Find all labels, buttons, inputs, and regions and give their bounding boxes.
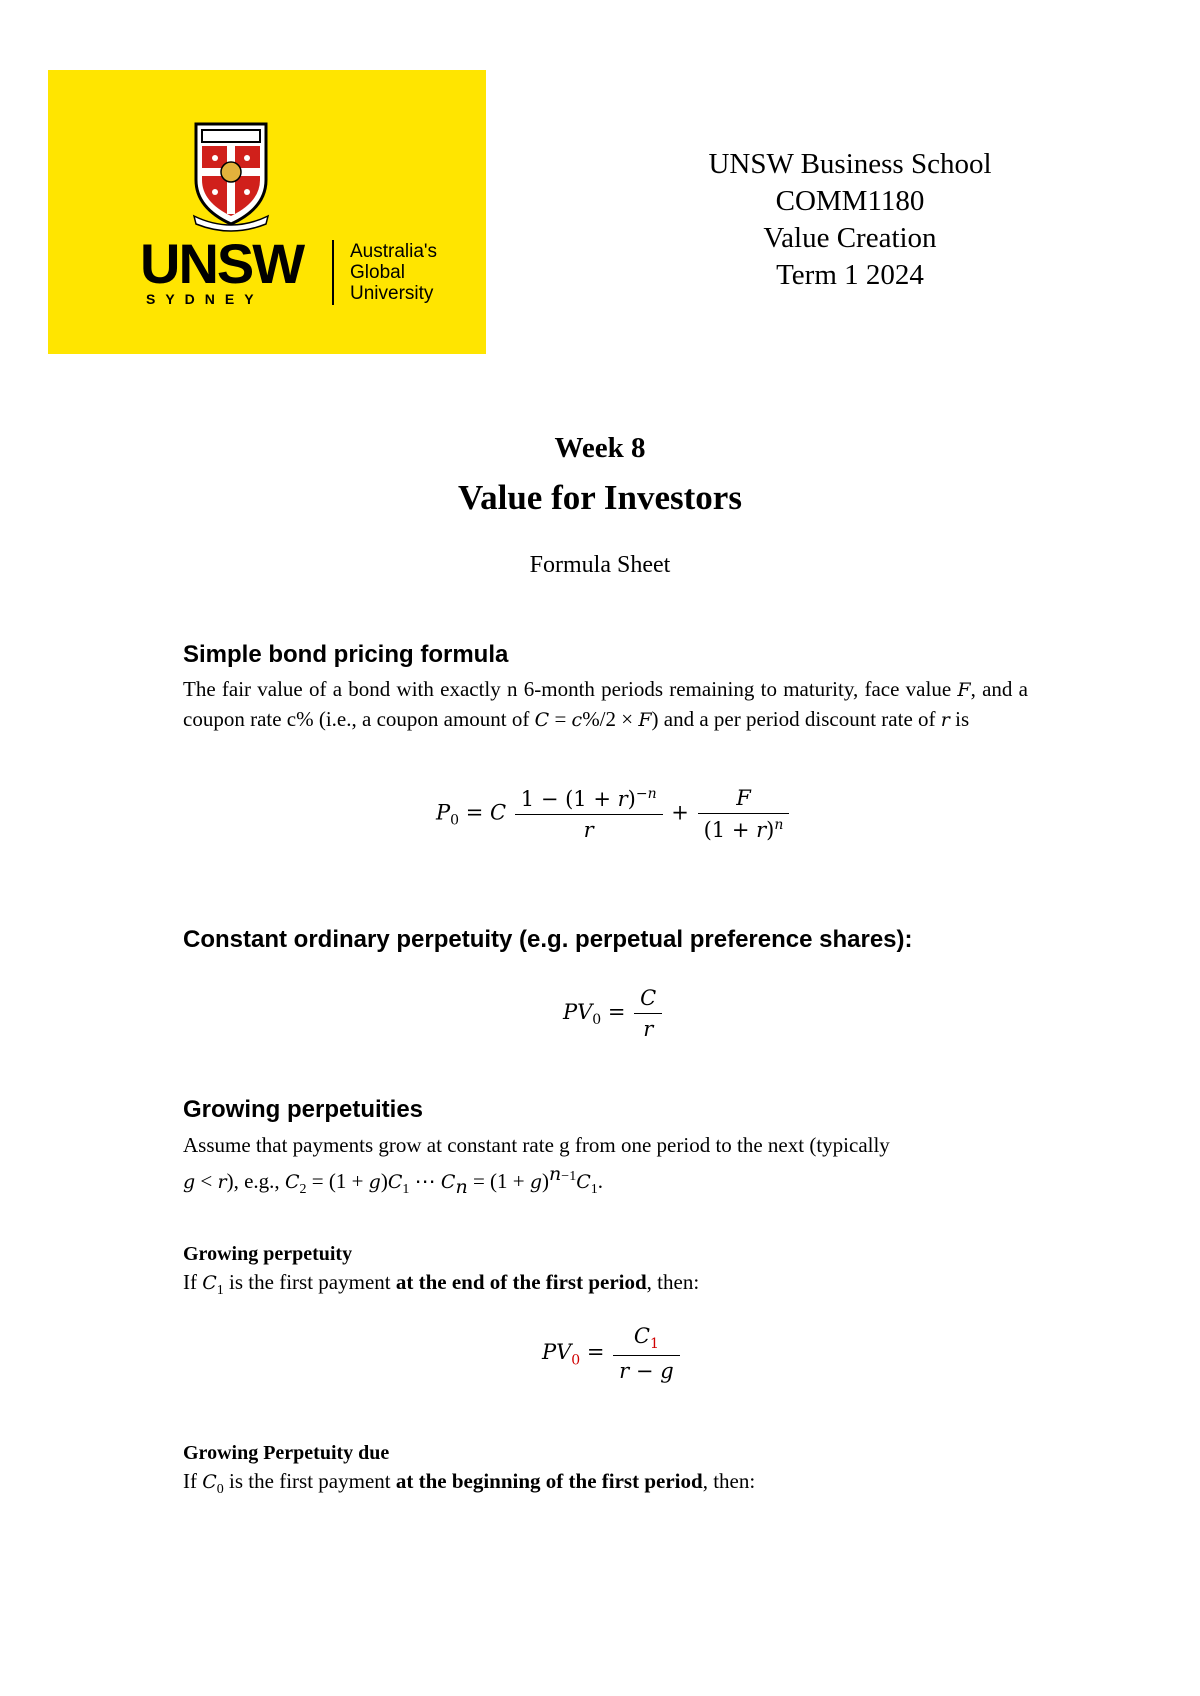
growing-heading: Growing perpetuities (183, 1096, 424, 1123)
tagline-line-2: Global (350, 262, 405, 283)
page-subtitle: Formula Sheet (529, 552, 671, 578)
unsw-logo (48, 70, 486, 354)
bond-heading: Simple bond pricing formula (183, 641, 509, 668)
growing-perpetuity-description: If $C_1$ is the first payment at the end of the first period, then: (183, 1270, 700, 1299)
tagline-line-1: Australia's (350, 241, 438, 262)
perpetuity-formula: $PV_0$ = $\frac{C}{r}$ (563, 986, 664, 1041)
bond-pricing-formula: $P_0 = C$ $\frac{1 - (1 + r)^{-n}}{r}$ + $\frac{F}{(1 + r)^n}$ (436, 786, 791, 842)
logo-tagline (350, 241, 437, 304)
logo-divider (332, 240, 334, 305)
growing-due-description: If $C_0$ is the first payment at the beginning of the first period, then: (183, 1469, 756, 1498)
growing-perpetuity-formula: $PV_0$ = $\frac{C_1}{r - g}$ (542, 1324, 682, 1383)
course-name: Value Creation (763, 222, 937, 254)
unsw-wordmark: UNSW (140, 232, 304, 295)
tagline-line-3: University (350, 283, 434, 304)
growing-description: Assume that payments grow at constant rate g from one period to the next (typically g < r), e.g., $C_2 = (1 + g)C_1$ ⋯ $C_n = (1 + g)^{n-1}C_1$. (183, 1133, 890, 1199)
bond-description: The fair value of a bond with exactly n 6-month periods remaining to maturity, face value F, and a coupon rate c% (i.e., a coupon amount of C = c%/2 × F) and a per period discount rate of r is (183, 677, 1028, 731)
course-code: COMM1180 (775, 185, 925, 217)
course-header (640, 146, 1060, 294)
unsw-crest-icon (190, 120, 272, 232)
school-name: UNSW Business School (708, 148, 992, 180)
page-title: Value for Investors (458, 478, 742, 517)
term: Term 1 2024 (776, 259, 924, 291)
perpetuity-heading: Constant ordinary perpetuity (e.g. perpetual preference shares): (183, 926, 913, 953)
sydney-label: SYDNEY (146, 291, 264, 307)
growing-due-heading: Growing Perpetuity due (183, 1442, 390, 1464)
growing-perpetuity-heading: Growing perpetuity (183, 1243, 353, 1265)
week-label: Week 8 (554, 432, 646, 464)
